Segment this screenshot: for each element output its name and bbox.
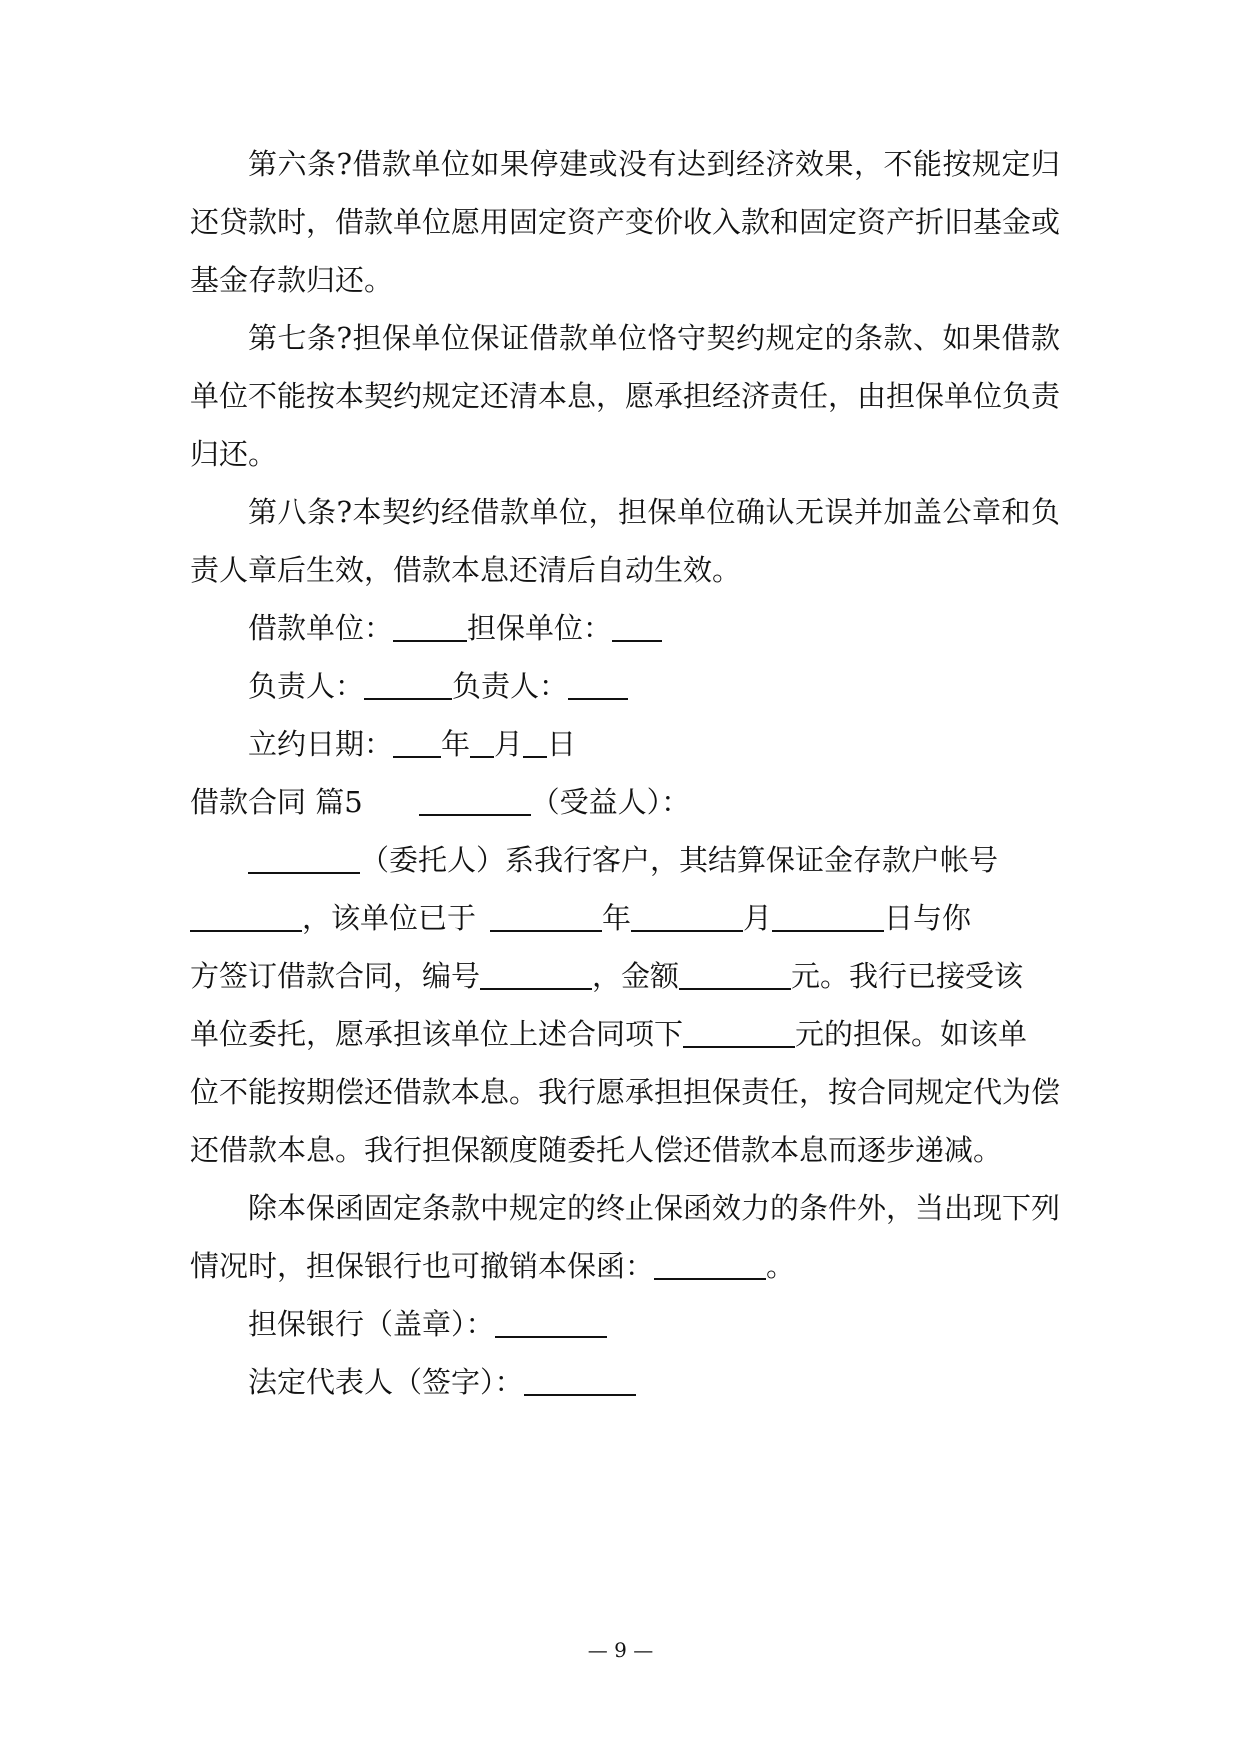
revoke-condition-blank bbox=[654, 1248, 766, 1280]
year-label: 年 bbox=[441, 727, 471, 761]
account-blank bbox=[190, 900, 302, 932]
amount-blank bbox=[679, 958, 791, 990]
letter-line-6: 还借款本息。我行担保额度随委托人偿还借款本息而逐步递减。 bbox=[190, 1133, 1003, 1167]
letter-line-2 bbox=[190, 898, 1060, 938]
letter-text-1e: 元。我行已接受该 bbox=[791, 959, 1024, 993]
person-blank-1 bbox=[364, 668, 452, 700]
letter-text-1c: 方签订借款合同，编号 bbox=[190, 959, 481, 993]
letter-text-1a: （委托人）系我行客户，其结算保证金存款户帐号 bbox=[360, 843, 999, 877]
guarantor-label: 担保单位： bbox=[467, 611, 613, 645]
month-label: 月 bbox=[494, 727, 524, 761]
article-7-line-1: 第七条?担保单位保证借款单位恪守契约规定的条款、如果借款 bbox=[248, 321, 1060, 355]
section-5-heading-line bbox=[190, 782, 1060, 822]
beneficiary-blank bbox=[419, 784, 531, 816]
letter-line-8 bbox=[190, 1246, 1060, 1286]
signature-date-line bbox=[248, 724, 1060, 764]
article-6-line-1: 第六条?借款单位如果停建或没有达到经济效果，不能按规定归 bbox=[248, 147, 1060, 181]
letter-text-1d: ，金额 bbox=[592, 959, 680, 993]
letter-day: 日与你 bbox=[884, 901, 972, 935]
representative-blank bbox=[524, 1364, 636, 1396]
letter-line-5: 位不能按期偿还借款本息。我行愿承担担保责任，按合同规定代为偿 bbox=[190, 1075, 1061, 1109]
letter-line-1 bbox=[248, 840, 1060, 880]
article-7-line-2: 单位不能按本契约规定还清本息，愿承担经济责任，由担保单位负责 bbox=[190, 379, 1061, 413]
letter-month: 月 bbox=[743, 901, 773, 935]
principal-blank bbox=[248, 842, 360, 874]
person-label-2: 负责人： bbox=[452, 669, 569, 703]
borrower-blank bbox=[393, 610, 467, 642]
guarantee-amount-blank bbox=[683, 1016, 795, 1048]
day-label: 日 bbox=[547, 727, 577, 761]
date-label: 立约日期： bbox=[248, 727, 394, 761]
contract-number-blank bbox=[480, 958, 592, 990]
contract-month-blank bbox=[631, 900, 743, 932]
letter-text-2b: 情况时，担保银行也可撤销本保函： bbox=[190, 1249, 655, 1283]
day-blank bbox=[523, 726, 547, 758]
letter-line-4 bbox=[190, 1014, 1060, 1054]
guarantor-blank bbox=[612, 610, 662, 642]
borrower-label: 借款单位： bbox=[248, 611, 394, 645]
article-6-line-2: 还贷款时，借款单位愿用固定资产变价收入款和固定资产折旧基金或 bbox=[190, 205, 1061, 239]
article-8-line-2: 责人章后生效，借款本息还清后自动生效。 bbox=[190, 553, 742, 587]
article-6-line-3: 基金存款归还。 bbox=[190, 263, 394, 297]
bank-seal-blank bbox=[495, 1306, 607, 1338]
letter-text-1g: 元的担保。如该单 bbox=[795, 1017, 1028, 1051]
page-number: — 9 — bbox=[587, 1638, 654, 1662]
month-blank bbox=[470, 726, 494, 758]
section-5-heading: 借款合同 篇5 bbox=[190, 785, 363, 819]
signature-units-line bbox=[248, 608, 1060, 648]
letter-line-7: 除本保函固定条款中规定的终止保函效力的条件外，当出现下列 bbox=[248, 1191, 1061, 1225]
year-blank bbox=[393, 726, 441, 758]
contract-day-blank bbox=[772, 900, 884, 932]
representative-label: 法定代表人（签字）： bbox=[248, 1365, 524, 1399]
letter-text-1f: 单位委托，愿承担该单位上述合同项下 bbox=[190, 1017, 684, 1051]
article-7-line-3: 归还。 bbox=[190, 437, 278, 471]
person-label-1: 负责人： bbox=[248, 669, 365, 703]
article-8-line-1: 第八条?本契约经借款单位，担保单位确认无误并加盖公章和负 bbox=[248, 495, 1060, 529]
contract-year-blank bbox=[490, 900, 602, 932]
bank-seal-line bbox=[248, 1304, 1060, 1344]
letter-line-3 bbox=[190, 956, 1060, 996]
letter-text-2end: 。 bbox=[766, 1249, 796, 1283]
representative-line bbox=[248, 1362, 1060, 1402]
beneficiary-label: （受益人）： bbox=[530, 785, 691, 819]
signature-persons-line bbox=[248, 666, 1060, 706]
bank-seal-label: 担保银行（盖章）： bbox=[248, 1307, 495, 1341]
letter-text-1b: ，该单位已于 bbox=[302, 901, 477, 935]
person-blank-2 bbox=[568, 668, 628, 700]
letter-year: 年 bbox=[602, 901, 632, 935]
